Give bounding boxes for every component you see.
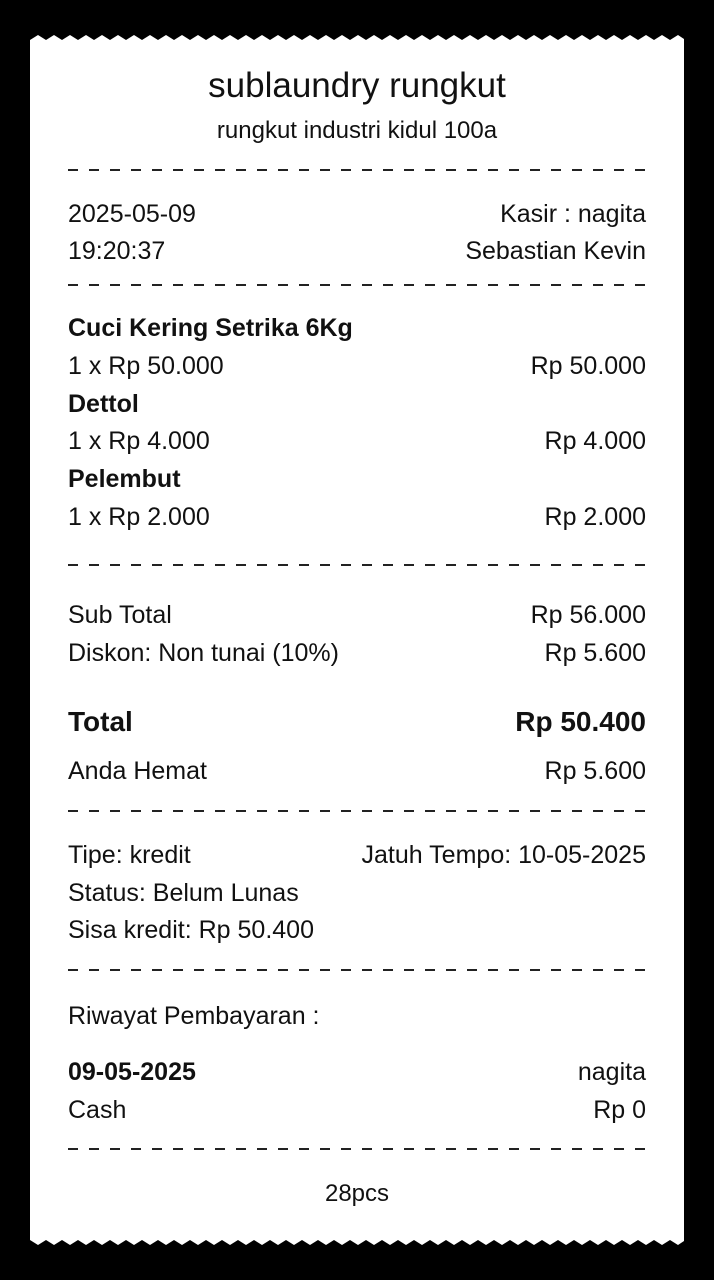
payment-status: Status: Belum Lunas: [68, 879, 299, 907]
payment-history-title: Riwayat Pembayaran :: [68, 1002, 320, 1030]
subtotal-label: Sub Total: [68, 601, 172, 629]
item-name: Dettol: [68, 390, 139, 418]
transaction-time: 19:20:37: [68, 237, 166, 265]
due-date: Jatuh Tempo: 10-05-2025: [361, 841, 646, 869]
cashier-name: Kasir : nagita: [500, 200, 646, 228]
item-price-row: [68, 425, 646, 457]
customer-name: Sebastian Kevin: [465, 237, 646, 265]
item-price-row: [68, 350, 646, 382]
subtotal-value: Rp 56.000: [530, 601, 646, 629]
item-name: Cuci Kering Setrika 6Kg: [68, 314, 353, 342]
remaining-credit: Sisa kredit: Rp 50.400: [68, 916, 314, 944]
total-label: Total: [68, 706, 133, 737]
store-name: sublaundry rungkut: [208, 66, 506, 105]
divider: [68, 169, 646, 171]
meta-row-1: [68, 198, 646, 230]
saved-label: Anda Hemat: [68, 757, 207, 785]
divider: [68, 1148, 646, 1150]
history-method: Cash: [68, 1096, 127, 1124]
item-total: Rp 4.000: [544, 427, 646, 455]
payment-type: Tipe: kredit: [68, 841, 191, 869]
history-entry-row: [68, 1056, 646, 1088]
total-row: [68, 704, 646, 740]
receipt-content-area: [30, 40, 684, 1240]
store-address: rungkut industri kidul 100a: [216, 117, 498, 144]
total-value: Rp 50.400: [515, 706, 646, 737]
pieces-count: 28pcs: [324, 1180, 390, 1207]
saved-value: Rp 5.600: [544, 757, 646, 785]
item-qty-price: 1 x Rp 4.000: [68, 427, 210, 455]
divider: [68, 969, 646, 971]
meta-row-2: [68, 235, 646, 267]
item-total: Rp 50.000: [530, 352, 646, 380]
saved-row: [68, 755, 646, 787]
discount-label: Diskon: Non tunai (10%): [68, 639, 339, 667]
divider: [68, 284, 646, 286]
history-user: nagita: [577, 1058, 646, 1086]
history-amount-row: [68, 1094, 646, 1126]
subtotal-row: [68, 599, 646, 631]
item-total: Rp 2.000: [544, 503, 646, 531]
transaction-date: 2025-05-09: [68, 200, 196, 228]
history-amount: Rp 0: [593, 1096, 646, 1124]
item-qty-price: 1 x Rp 2.000: [68, 503, 210, 531]
payment-type-row: [68, 839, 646, 871]
item-name: Pelembut: [68, 465, 181, 493]
divider: [68, 810, 646, 812]
discount-row: [68, 637, 646, 669]
divider: [68, 564, 646, 566]
discount-value: Rp 5.600: [544, 639, 646, 667]
item-qty-price: 1 x Rp 50.000: [68, 352, 224, 380]
history-date: 09-05-2025: [68, 1058, 196, 1086]
item-price-row: [68, 501, 646, 533]
